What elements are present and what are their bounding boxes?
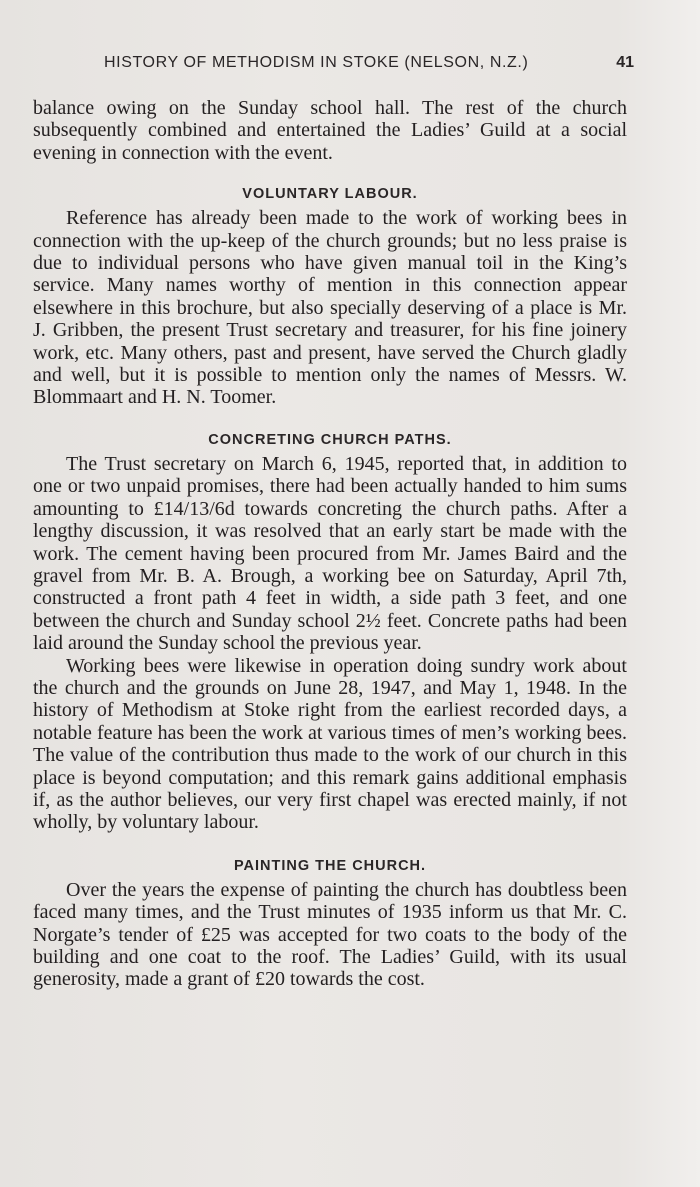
paragraph-painting: Over the years the expense of painting the church has doubtless been faced many times, and the Trust minutes of 1935 inform us that Mr. C. Norgate’s tender of £25 was accepted for two coats to the body of the building and one coat to the roof. The Ladies’ Guild, with its usual generosity, made a grant of £20 towards the cost.: [33, 878, 627, 991]
paragraph-concreting-1: The Trust secretary on March 6, 1945, reported that, in addition to one or two unpaid promises, there had been actually handed to him sums amounting to £14/13/6d towards concreting the church paths. After a lengthy discussion, it was resolved that an early start be made with the work. The cement having been procured from Mr. James Baird and the gravel from Mr. B. A. Brough, a working bee on Saturday, April 7th, constructed a front path 4 feet in width, a side path 3 feet, and one between the church and Sunday school 2½ feet. Concrete paths had been laid around the Sunday school the previous year.: [33, 452, 627, 655]
body-text: [33, 97, 627, 991]
section-heading-concreting-church-paths: CONCRETING CHURCH PATHS.: [208, 431, 452, 448]
paragraph-voluntary-labour: Reference has already been made to the work of working bees in connection with the up-keep of the church grounds; but no less praise is due to individual persons who have given manual toil in the King’s service. Many names worthy of mention in this connection appear elsewhere in this brochure, but also specially deserving of a place is Mr. J. Gribben, the present Trust secretary and treasurer, for his fine joinery work, etc. Many others, past and present, have served the Church gladly and well, but it is possible to mention only the names of Messrs. W. Blommaart and H. N. Toomer.: [33, 207, 627, 409]
section-heading-painting-the-church: PAINTING THE CHURCH.: [233, 857, 427, 874]
paragraph-concreting-2: Working bees were likewise in operation doing sundry work about the church and the grounds on June 28, 1947, and May 1, 1948. In the history of Methodism at Stoke right from the earliest recorded days, a notable feature has been the work at various times of men’s working bees. The value of the contribution thus made to the work of our church in this place is beyond computation; and this remark gains additional emphasis if, as the author believes, our very first chapel was erected mainly, if not wholly, by voluntary labour.: [33, 654, 627, 834]
page-number: 41: [616, 54, 634, 71]
page-header: [104, 54, 634, 80]
running-head: HISTORY OF METHODISM IN STOKE (NELSON, N.Z.): [104, 54, 529, 71]
section-heading-voluntary-labour: VOLUNTARY LABOUR.: [242, 186, 418, 203]
intro-paragraph: balance owing on the Sunday school hall. The rest of the church subsequently combined and entertained the Ladies’ Guild at a social evening in connection with the event.: [33, 97, 627, 164]
